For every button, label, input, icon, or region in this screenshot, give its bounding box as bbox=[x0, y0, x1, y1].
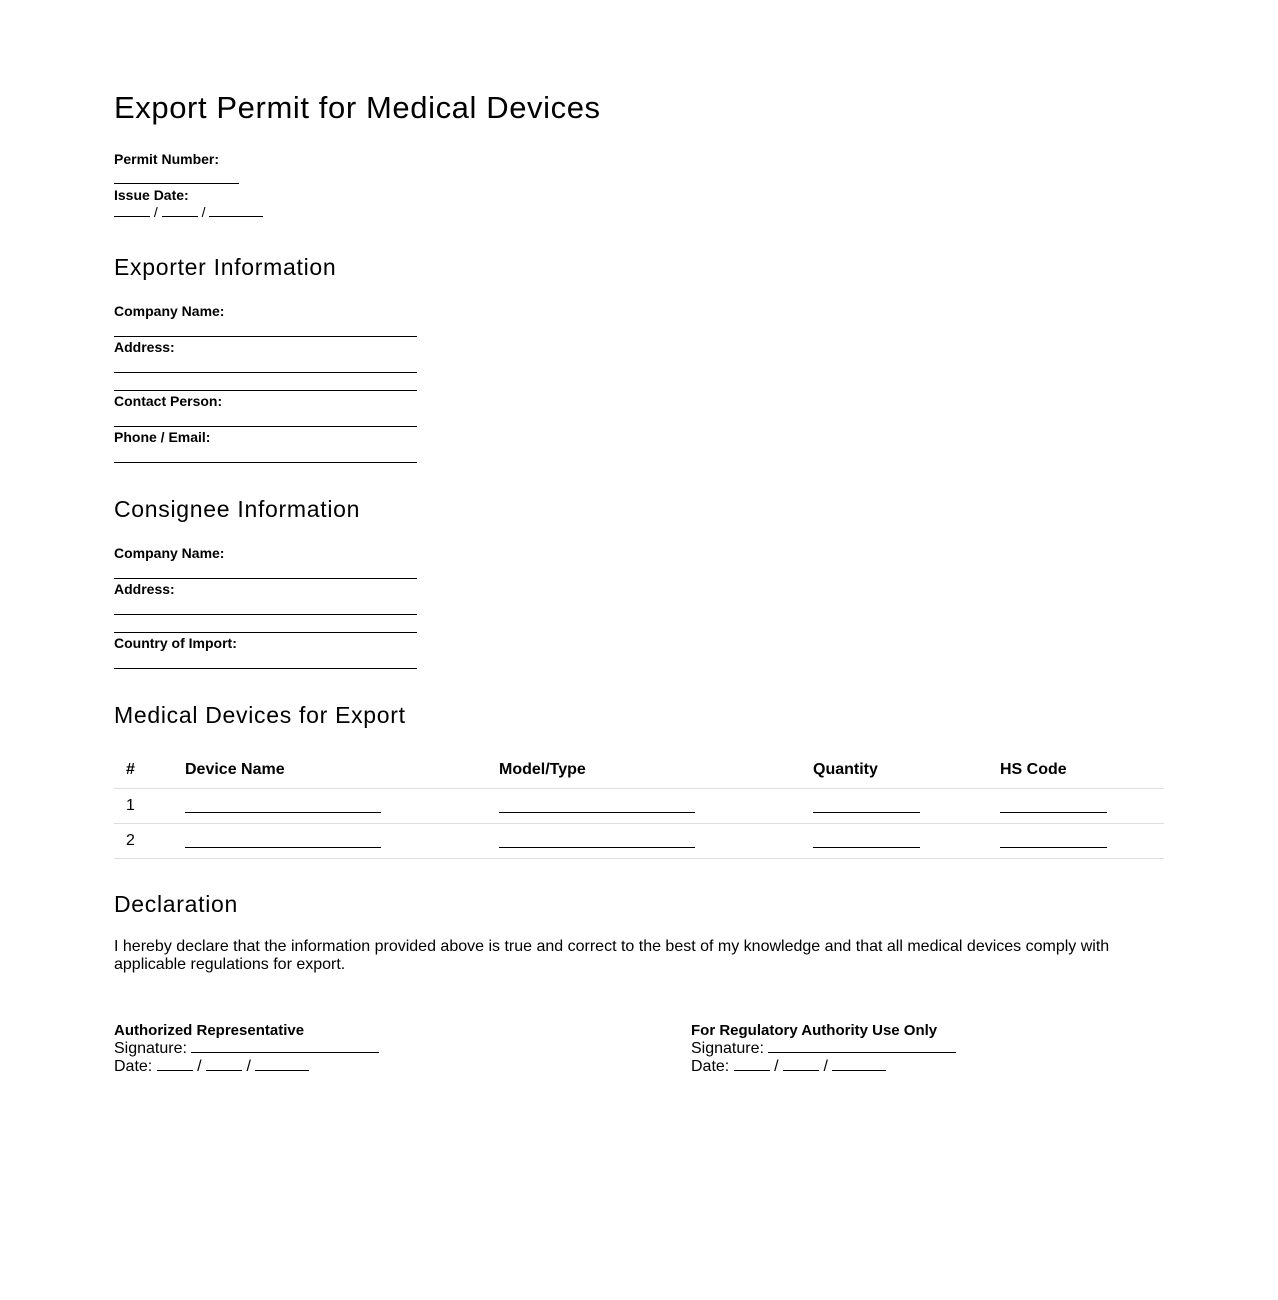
model-type-field[interactable] bbox=[499, 798, 695, 813]
model-type-field[interactable] bbox=[499, 833, 695, 848]
declaration-heading: Declaration bbox=[114, 891, 239, 917]
authority-signature-field[interactable] bbox=[768, 1040, 956, 1053]
issue-date-month[interactable] bbox=[162, 204, 198, 217]
regulatory-authority-block bbox=[691, 1022, 956, 1076]
hs-code-field[interactable] bbox=[1000, 798, 1107, 813]
signature-row bbox=[114, 1040, 379, 1058]
table-header-row bbox=[114, 752, 1164, 789]
column-header-device-name: Device Name bbox=[185, 752, 499, 789]
table-row bbox=[114, 824, 1164, 859]
model-type-cell bbox=[499, 789, 813, 824]
exporter-phone-email-label: Phone / Email: bbox=[114, 429, 211, 445]
row-number: 2 bbox=[114, 824, 185, 859]
column-header-hs-code: HS Code bbox=[1000, 752, 1164, 789]
representative-date-day[interactable] bbox=[157, 1058, 193, 1071]
quantity-cell bbox=[813, 824, 1000, 859]
consignee-country-field[interactable] bbox=[114, 668, 417, 669]
signature-label: Signature: bbox=[114, 1040, 187, 1057]
representative-date-month[interactable] bbox=[206, 1058, 242, 1071]
date-label: Date: bbox=[114, 1058, 153, 1075]
exporter-heading: Exporter Information bbox=[114, 254, 337, 280]
issue-date-field[interactable] bbox=[114, 204, 263, 220]
exporter-contact-field[interactable] bbox=[114, 426, 417, 427]
exporter-company-label: Company Name: bbox=[114, 303, 225, 319]
model-type-cell bbox=[499, 824, 813, 859]
issue-date-label: Issue Date: bbox=[114, 187, 189, 203]
consignee-address-field-2[interactable] bbox=[114, 632, 417, 633]
hs-code-field[interactable] bbox=[1000, 833, 1107, 848]
date-separator: / bbox=[153, 204, 158, 220]
quantity-field[interactable] bbox=[813, 798, 920, 813]
consignee-heading: Consignee Information bbox=[114, 496, 361, 522]
permit-number-field[interactable] bbox=[114, 183, 239, 184]
exporter-address-label: Address: bbox=[114, 339, 175, 355]
permit-number-label: Permit Number: bbox=[114, 151, 220, 167]
devices-table bbox=[114, 752, 1164, 859]
date-row bbox=[691, 1058, 956, 1076]
exporter-company-field[interactable] bbox=[114, 336, 417, 337]
device-name-field[interactable] bbox=[185, 833, 381, 848]
date-separator: / bbox=[201, 204, 206, 220]
authority-date-day[interactable] bbox=[734, 1058, 770, 1071]
device-name-field[interactable] bbox=[185, 798, 381, 813]
authorized-representative-block bbox=[114, 1022, 379, 1076]
signature-row bbox=[691, 1040, 956, 1058]
regulatory-authority-title: For Regulatory Authority Use Only bbox=[691, 1022, 938, 1039]
column-header-number: # bbox=[114, 752, 185, 789]
representative-date-year[interactable] bbox=[255, 1058, 309, 1071]
date-row bbox=[114, 1058, 379, 1076]
consignee-address-label: Address: bbox=[114, 581, 175, 597]
exporter-address-field-2[interactable] bbox=[114, 390, 417, 391]
hs-code-cell bbox=[1000, 824, 1164, 859]
devices-heading: Medical Devices for Export bbox=[114, 702, 406, 728]
date-separator: / bbox=[246, 1058, 251, 1075]
column-header-quantity: Quantity bbox=[813, 752, 1000, 789]
signature-label: Signature: bbox=[691, 1040, 764, 1057]
issue-date-day[interactable] bbox=[114, 204, 150, 217]
consignee-company-label: Company Name: bbox=[114, 545, 225, 561]
exporter-contact-label: Contact Person: bbox=[114, 393, 223, 409]
device-name-cell bbox=[185, 824, 499, 859]
page-title: Export Permit for Medical Devices bbox=[114, 90, 601, 125]
consignee-address-field-1[interactable] bbox=[114, 614, 417, 615]
column-header-model-type: Model/Type bbox=[499, 752, 813, 789]
date-label: Date: bbox=[691, 1058, 730, 1075]
authority-date-month[interactable] bbox=[783, 1058, 819, 1071]
date-separator: / bbox=[823, 1058, 828, 1075]
device-name-cell bbox=[185, 789, 499, 824]
date-separator: / bbox=[197, 1058, 202, 1075]
consignee-company-field[interactable] bbox=[114, 578, 417, 579]
quantity-cell bbox=[813, 789, 1000, 824]
date-separator: / bbox=[774, 1058, 779, 1075]
issue-date-year[interactable] bbox=[209, 204, 263, 217]
consignee-country-label: Country of Import: bbox=[114, 635, 237, 651]
hs-code-cell bbox=[1000, 789, 1164, 824]
exporter-address-field-1[interactable] bbox=[114, 372, 417, 373]
row-number: 1 bbox=[114, 789, 185, 824]
representative-signature-field[interactable] bbox=[191, 1040, 379, 1053]
table-row bbox=[114, 789, 1164, 824]
quantity-field[interactable] bbox=[813, 833, 920, 848]
authority-date-year[interactable] bbox=[832, 1058, 886, 1071]
declaration-text: I hereby declare that the information provided above is true and correct to the best of my knowledge and that all medical devices comply with applicable regulations for export. bbox=[114, 938, 1110, 973]
authorized-representative-title: Authorized Representative bbox=[114, 1022, 305, 1039]
exporter-phone-email-field[interactable] bbox=[114, 462, 417, 463]
